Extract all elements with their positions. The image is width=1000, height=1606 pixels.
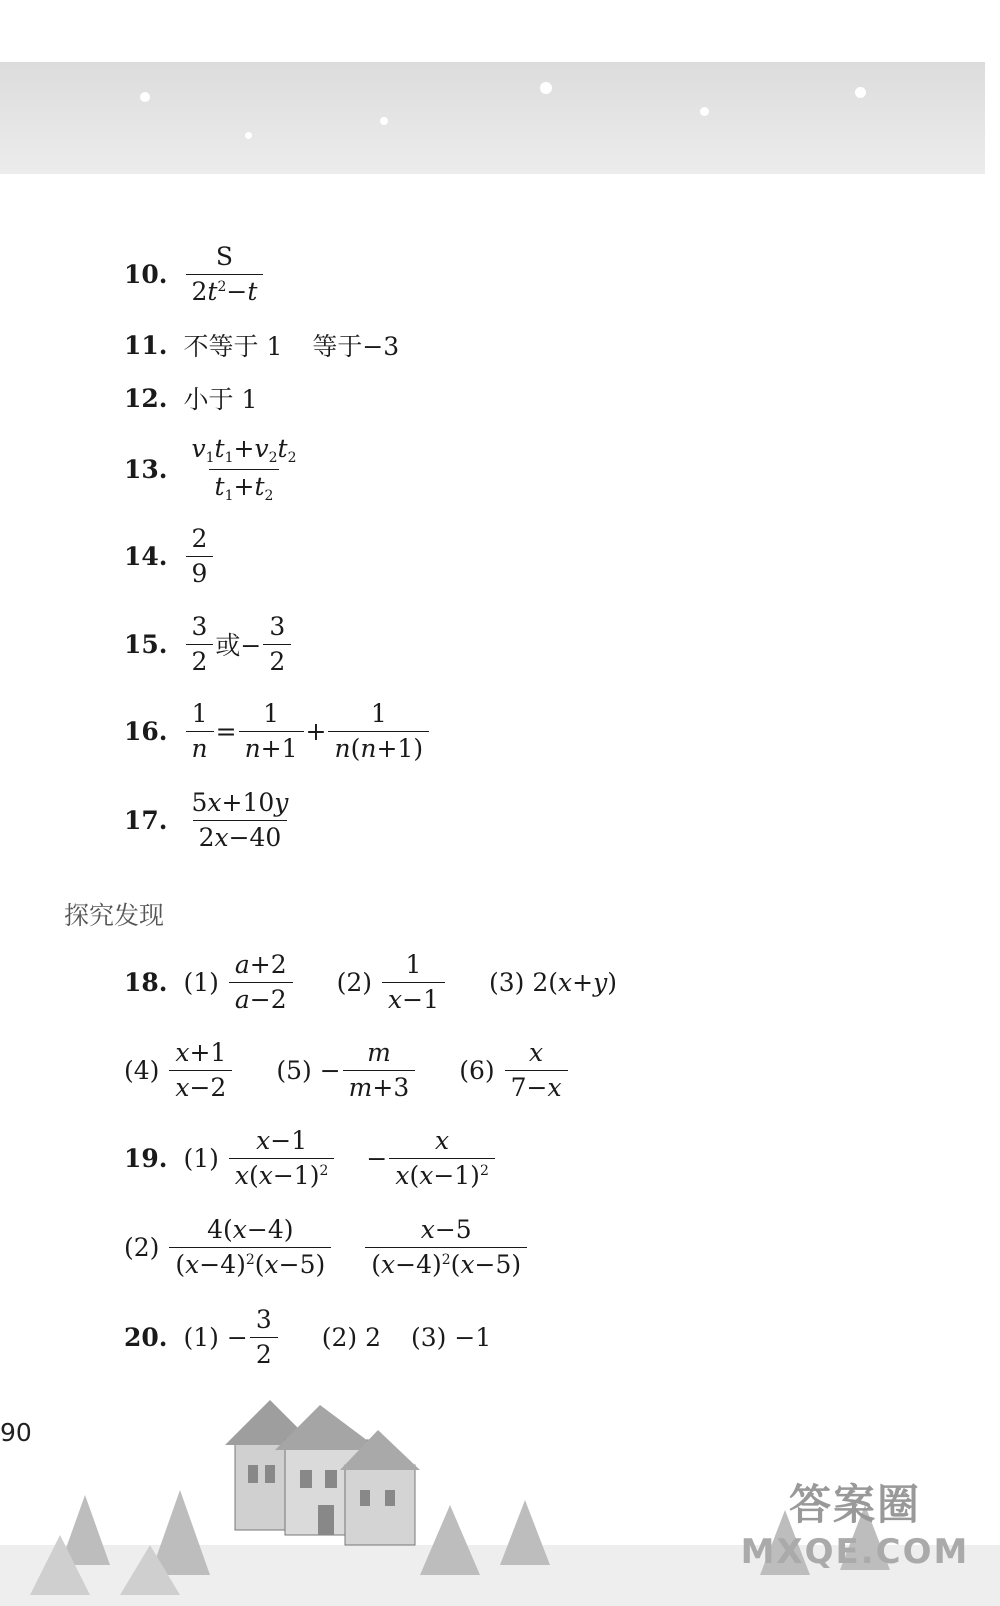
answer-12 (124, 380, 257, 416)
section-title: 探究发现 (64, 901, 165, 930)
numerator: 1 (191, 699, 208, 728)
variable: x (256, 1126, 271, 1155)
paren: ( (175, 1249, 186, 1279)
term: 2( (532, 967, 559, 997)
answer-value: −1 (454, 1322, 492, 1352)
variable: x (547, 1072, 562, 1102)
fraction (169, 1213, 331, 1281)
numerator: 3 (269, 612, 286, 641)
variable: n (244, 733, 261, 763)
sign: − (366, 1143, 388, 1173)
answer-18-continued (124, 1036, 570, 1104)
denominator (169, 1247, 331, 1282)
variable: m (348, 1072, 373, 1102)
variable: n (334, 733, 351, 763)
paren: ( (248, 1160, 259, 1190)
part-label: (3) (411, 1322, 447, 1352)
denominator: 2 (186, 644, 214, 679)
variable: x (207, 788, 222, 817)
watermark-url: MXQE.COM (740, 1532, 970, 1572)
header-decoration (0, 62, 985, 174)
term: 7− (510, 1072, 548, 1102)
variable: t (214, 434, 225, 463)
fraction (186, 240, 264, 308)
variable: x (388, 984, 403, 1014)
fraction (186, 432, 303, 506)
subscript: 2 (264, 487, 274, 504)
operator: − (226, 276, 248, 306)
fraction (328, 697, 429, 765)
exponent: 2 (441, 1251, 451, 1268)
answer-16 (124, 697, 431, 765)
denominator (229, 982, 293, 1017)
variable: x (381, 1249, 396, 1279)
item-number: 19. (124, 1143, 168, 1173)
numerator (201, 1213, 299, 1247)
snow-dot (380, 117, 388, 125)
term: −1 (402, 984, 439, 1014)
coefficient: 5 (191, 788, 208, 817)
expression (532, 968, 617, 997)
term: +3 (372, 1072, 410, 1102)
answer-10 (124, 240, 265, 308)
term: +1 (260, 733, 298, 763)
numerator (415, 1213, 478, 1247)
answer-value: 2 (365, 1322, 382, 1352)
numerator: 1 (405, 950, 422, 979)
subscript: 1 (224, 487, 234, 504)
variable: t (247, 276, 258, 306)
numerator: m (367, 1038, 391, 1067)
variable: x (420, 1215, 435, 1244)
answer-11 (124, 327, 399, 363)
denominator (365, 1247, 527, 1282)
operator: = (215, 716, 237, 746)
paren: ( (371, 1249, 382, 1279)
variable: x (234, 1160, 249, 1190)
variable: t (214, 471, 225, 501)
fraction (250, 1303, 278, 1371)
answer-15 (124, 610, 293, 678)
answer-text: 等于−3 (312, 332, 400, 361)
denominator (389, 1158, 495, 1193)
item-number: 10. (124, 259, 168, 289)
operator: + (572, 967, 594, 997)
fraction (389, 1124, 495, 1192)
part-label: (1) (183, 1322, 219, 1352)
variable: x (258, 1160, 273, 1190)
term: −40 (228, 822, 282, 852)
denominator (193, 820, 288, 855)
fraction (382, 948, 445, 1016)
term: −1 (270, 1126, 308, 1155)
answer-18 (124, 948, 617, 1016)
variable: v (191, 434, 206, 463)
subscript: 1 (205, 450, 215, 466)
numerator: 3 (255, 1305, 272, 1334)
variable: a (234, 950, 250, 979)
denominator (229, 1158, 335, 1193)
fraction (186, 522, 214, 590)
fraction (239, 697, 304, 765)
term: −2 (249, 984, 287, 1014)
exponent: 2 (319, 1162, 329, 1179)
denominator (328, 731, 429, 766)
fraction (186, 697, 214, 765)
operator: + (233, 434, 255, 463)
numerator: 1 (370, 699, 387, 728)
answer-17 (124, 786, 296, 854)
exponent: 2 (479, 1162, 489, 1179)
item-number: 20. (124, 1322, 168, 1352)
numerator (186, 786, 295, 820)
symbol: S (215, 242, 233, 271)
item-number: 18. (124, 967, 168, 997)
fraction (186, 610, 214, 678)
answer-text: 不等于 1 (183, 332, 283, 361)
denominator (186, 274, 264, 309)
snow-dot (245, 132, 252, 139)
variable: x (232, 1215, 247, 1244)
term: +10 (221, 788, 275, 817)
part-label: (2) (336, 967, 373, 997)
term: −4) (199, 1249, 246, 1279)
variable: x (419, 1160, 434, 1190)
term: −5) (278, 1249, 326, 1279)
numerator (229, 948, 293, 982)
subscript: 2 (287, 450, 297, 466)
answer-text: 小于 1 (183, 385, 258, 414)
sign: − (226, 1322, 248, 1352)
fraction (169, 1036, 232, 1104)
watermark-logo: 答案圈 (788, 1480, 921, 1529)
variable: n (360, 733, 377, 763)
denominator: 2 (263, 644, 291, 679)
exponent: 2 (245, 1251, 255, 1268)
term: −5) (474, 1249, 522, 1279)
term: 4( (207, 1215, 233, 1244)
term: +1 (189, 1038, 227, 1067)
snow-dot (855, 87, 866, 98)
numerator: x (529, 1038, 544, 1067)
numerator: x (435, 1126, 450, 1155)
denominator (505, 1070, 568, 1105)
variable: x (214, 822, 229, 852)
variable: x (460, 1249, 475, 1279)
item-number: 11. (124, 330, 168, 360)
fraction (505, 1036, 568, 1104)
term: −4) (395, 1249, 442, 1279)
variable: x (175, 1038, 190, 1067)
variable: v (254, 434, 269, 463)
paren: ( (450, 1249, 461, 1279)
coefficient: 2 (191, 276, 208, 306)
denominator (169, 1070, 232, 1105)
item-number: 14. (124, 541, 168, 571)
numerator (186, 432, 303, 469)
numerator (210, 240, 239, 274)
watermark (730, 1472, 980, 1572)
snow-dot (140, 92, 150, 102)
fraction (186, 786, 295, 854)
answer-19 (124, 1124, 497, 1192)
denominator (382, 982, 445, 1017)
answer-14 (124, 522, 215, 590)
snow-dot (700, 107, 709, 116)
numerator: 1 (263, 699, 279, 728)
denominator (343, 1070, 416, 1105)
fraction (343, 1036, 416, 1104)
variable: y (593, 967, 608, 997)
operator: + (305, 716, 327, 746)
item-number: 17. (124, 805, 168, 835)
term: +2 (249, 950, 287, 979)
fraction (229, 1124, 335, 1192)
snow-dot (540, 82, 552, 94)
subscript: 2 (268, 450, 278, 466)
variable: x (264, 1249, 279, 1279)
part-label: (2) (321, 1322, 358, 1352)
part-label: (1) (183, 967, 219, 997)
denominator (239, 731, 304, 766)
connector-text: 或− (215, 631, 262, 660)
fraction (229, 948, 293, 1016)
subscript: 1 (224, 450, 234, 466)
numerator: 2 (191, 524, 208, 553)
coefficient: 2 (198, 822, 215, 852)
part-label: (3) (488, 967, 525, 997)
sign: − (319, 1055, 341, 1085)
paren: ) (607, 967, 617, 997)
term: +1) (376, 733, 424, 763)
variable: x (395, 1160, 410, 1190)
item-number: 12. (124, 383, 168, 413)
variable: x (175, 1072, 190, 1102)
answer-19-continued (124, 1213, 529, 1281)
exponent: 2 (217, 278, 227, 295)
paren: ( (350, 733, 361, 763)
item-number: 16. (124, 716, 168, 746)
term: −4) (246, 1215, 294, 1244)
variable: t (254, 471, 265, 501)
denominator: 9 (186, 556, 214, 591)
term: −1) (272, 1160, 320, 1190)
item-number: 15. (124, 629, 168, 659)
item-number: 13. (124, 454, 168, 484)
part-label: (4) (124, 1055, 160, 1085)
variable: y (274, 788, 289, 817)
variable: a (234, 984, 250, 1014)
part-label: (5) (276, 1055, 312, 1085)
page-number: 90 (0, 1418, 32, 1447)
denominator: 2 (250, 1337, 278, 1372)
numerator (250, 1124, 313, 1158)
paren: ( (409, 1160, 420, 1190)
variable: x (185, 1249, 200, 1279)
variable: t (277, 434, 288, 463)
variable: t (207, 276, 218, 306)
numerator (169, 1036, 232, 1070)
fraction (263, 610, 291, 678)
answer-13 (124, 432, 304, 506)
part-label: (2) (124, 1232, 160, 1262)
part-label: (6) (459, 1055, 495, 1085)
denominator (209, 469, 280, 507)
part-label: (1) (183, 1143, 219, 1173)
term: −1) (433, 1160, 480, 1190)
term: −2 (189, 1072, 227, 1102)
answer-20 (124, 1303, 491, 1371)
fraction (365, 1213, 527, 1281)
numerator: 3 (191, 612, 208, 641)
paren: ( (254, 1249, 265, 1279)
term: −5 (434, 1215, 472, 1244)
denominator: n (186, 731, 214, 766)
variable: x (558, 967, 573, 997)
operator: + (233, 471, 255, 501)
